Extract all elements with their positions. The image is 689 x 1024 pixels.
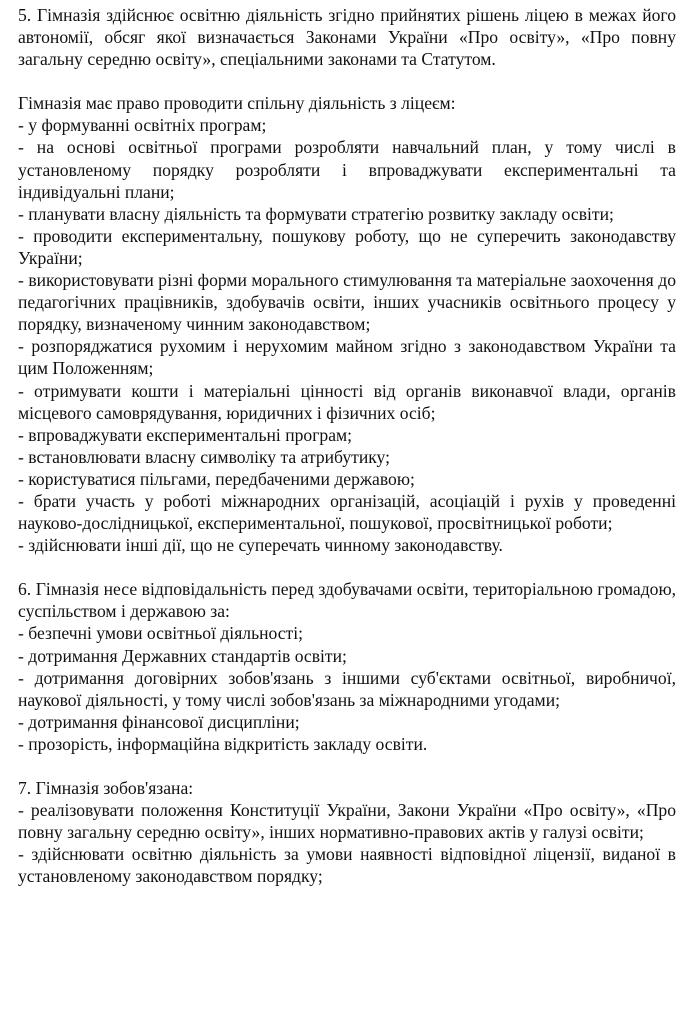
rights-item: - проводити експериментальну, пошукову роботу, що не суперечить законодавству України;: [18, 225, 676, 268]
obligation-item: - здійснювати освітню діяльність за умови наявності відповідної ліцензії, виданої в установленому законодавством порядку;: [18, 844, 676, 887]
responsibility-item: - прозорість, інформаційна відкритість закладу освіти.: [18, 733, 428, 754]
obligation-item: - реалізовувати положення Конституції України, Закони України «Про освіту», «Про повну загальну середню освіту», інших нормативно-правових актів у галузі освіти;: [18, 800, 676, 843]
rights-item: - користуватися пільгами, передбаченими державою;: [18, 468, 415, 489]
rights-item: - отримувати кошти і матеріальні цінності від органів виконавчої влади, органів місцевого самоврядування, юридичних і фізичних осіб;: [18, 380, 676, 423]
section-6: [18, 578, 676, 755]
rights-item: - використовувати різні форми морального стимулювання та матеріальне заохочення до педагогічних працівників, здобувачів освіти, інших учасників освітнього процесу у порядку, визначеному чинним законодавством;: [18, 270, 676, 335]
rights-item: - здійснювати інші дії, що не суперечать чинному законодавству.: [18, 535, 503, 556]
responsibility-item: - дотримання Державних стандартів освіти;: [18, 645, 347, 666]
responsibility-item: - дотримання фінансової дисципліни;: [18, 711, 300, 732]
responsibility-item: - безпечні умови освітньої діяльності;: [18, 623, 304, 644]
rights-item: - розпоряджатися рухомим і нерухомим майном згідно з законодавством України та цим Положенням;: [18, 336, 676, 379]
section-6-heading: 6. Гімназія несе відповідальність перед здобувачами освіти, територіальною громадою, суспільством і державою за:: [18, 579, 676, 622]
document-page: [18, 4, 676, 887]
section-7-heading: 7. Гімназія зобов'язана:: [18, 778, 194, 798]
rights-item: - брати участь у роботі міжнародних організацій, асоціацій і рухів у проведенні науково-дослідницької, експериментальної, пошукової, просвітницької роботи;: [18, 490, 676, 534]
responsibility-item: - дотримання договірних зобов'язань з іншими суб'єктами освітньої, виробничої, наукової діяльності, у тому числі зобов'язань за міжнародними угодами;: [18, 667, 676, 710]
rights-item: - впроваджувати експериментальні програм;: [18, 424, 353, 445]
section-5: [18, 4, 676, 556]
rights-item: - у формуванні освітніх програм;: [18, 115, 267, 136]
rights-heading: Гімназія має право проводити спільну діяльність з ліцеєм:: [18, 93, 456, 114]
rights-item: - встановлювати власну символіку та атрибутику;: [18, 446, 390, 467]
rights-item: - планувати власну діяльність та формувати стратегію розвитку закладу освіти;: [18, 203, 614, 224]
rights-item: - на основі освітньої програми розробляти навчальний план, у тому числі в установленому порядку розробляти і впроваджувати експериментальні та індивідуальні плани;: [18, 137, 676, 202]
section-7: [18, 777, 676, 887]
section-5-intro: 5. Гімназія здійснює освітню діяльність згідно прийнятих рішень ліцею в межах його автономії, обсяг якої визначається Законами України «Про освіту», «Про повну загальну середню освіту», спеціальними законами та Статутом.: [18, 5, 676, 70]
